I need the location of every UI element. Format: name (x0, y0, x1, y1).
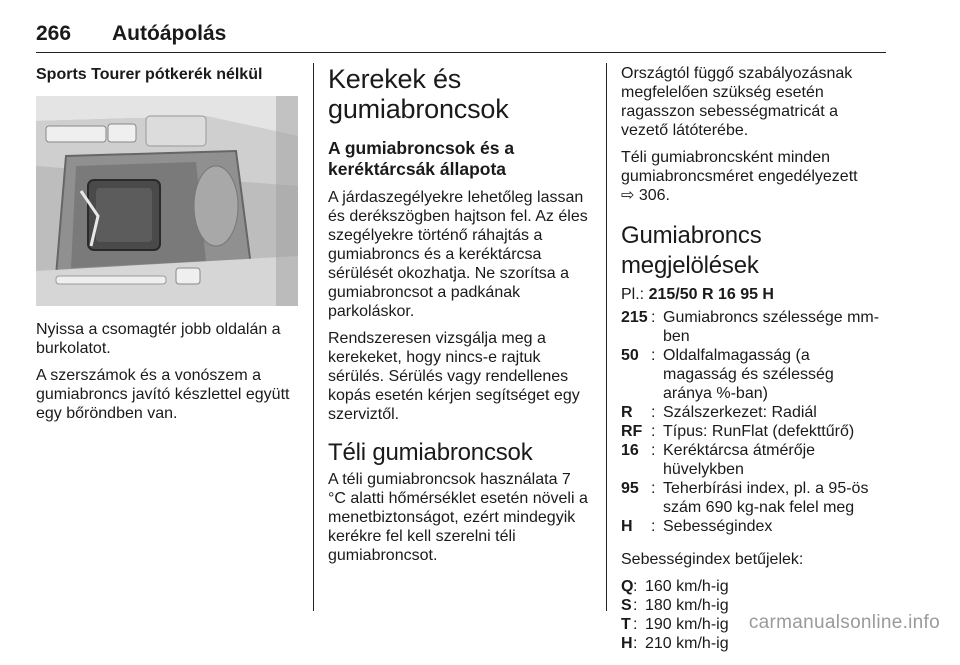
separator: : (651, 442, 656, 459)
paragraph-text: Téli gumiabroncsként minden gumiabroncsméret engedélyezett (621, 149, 858, 185)
speed-key: T (621, 616, 631, 633)
speed-desc: 160 km/h-ig (645, 578, 729, 595)
separator: : (651, 480, 656, 497)
page-number: 266 (36, 22, 72, 45)
code-key: 215 (621, 309, 648, 326)
example-prefix: Pl.: (621, 286, 649, 303)
page-header (36, 22, 886, 53)
separator: : (651, 423, 656, 440)
list-item (621, 479, 887, 517)
speed-desc: 210 km/h-ig (645, 635, 729, 652)
list-item (621, 346, 887, 403)
page-reference[interactable]: 306. (638, 187, 670, 204)
paragraph: A téli gumiabroncsok használata 7 °C alatti hőmérséklet esetén növeli a menetbiztonságot, ezért mindegyik kerékre fel kell szerelni téli gumiabroncsot. (328, 471, 588, 564)
list-item (621, 577, 887, 596)
code-key: 95 (621, 480, 639, 497)
speed-desc: 190 km/h-ig (645, 616, 729, 633)
separator: : (651, 404, 656, 421)
separator: : (651, 347, 656, 364)
column-middle (328, 64, 590, 573)
code-desc: Keréktárcsa átmérője hüvelykben (663, 442, 816, 478)
speed-key: S (621, 597, 632, 614)
separator: : (633, 635, 638, 652)
paragraph (621, 148, 887, 205)
code-desc: Teherbírási index, pl. a 95-ös szám 690 kg-nak felel meg (663, 480, 869, 516)
paragraph: Rendszeresen vizsgálja meg a kerekeket, hogy nincs-e rajtuk sérülés. Sérülés vagy rendellenes kopás esetén kérjen segítséget egy szerviztől. (328, 330, 580, 423)
code-key: R (621, 404, 633, 421)
paragraph: Országtól függő szabályozásnak megfelelően szükség esetén ragasszon sebességmatricát a vezető látóterébe. (621, 65, 853, 139)
code-desc: Gumiabroncs szélessége mm-ben (663, 309, 880, 345)
separator: : (633, 597, 638, 614)
paragraph: A szerszámok és a vonószem a gumiabroncs javító készlettel együtt egy bőröndben van. (36, 367, 290, 422)
paragraph: Sebességindex betűjelek: (621, 551, 804, 568)
watermark: carmanualsonline.info (748, 612, 940, 633)
separator: : (633, 616, 638, 633)
code-desc: Sebességindex (663, 518, 773, 535)
chapter-heading: Kerekek és gumiabroncsok (328, 64, 509, 124)
column-divider-2 (606, 63, 607, 611)
code-key: 50 (621, 347, 639, 364)
separator: : (651, 309, 656, 326)
list-item (621, 517, 887, 536)
list-item (621, 422, 887, 441)
speed-key: H (621, 635, 633, 652)
section-heading: A gumiabroncsok és a keréktárcsák állapota (328, 138, 515, 179)
section-heading: Téli gumiabroncsok (328, 439, 533, 466)
example-line (621, 285, 887, 304)
code-key: H (621, 518, 633, 535)
speed-desc: 180 km/h-ig (645, 597, 729, 614)
section-heading: Gumiabroncs megjelölések (621, 222, 762, 279)
chapter-title: Autóápolás (112, 22, 227, 45)
column-right (621, 64, 887, 665)
list-item (621, 634, 887, 653)
code-key: 16 (621, 442, 639, 459)
separator: : (633, 578, 638, 595)
separator: : (651, 518, 656, 535)
list-item (621, 403, 887, 422)
list-item (621, 441, 887, 479)
page-reference-icon[interactable]: ⇨ (621, 187, 635, 204)
code-key: RF (621, 423, 643, 440)
tire-code-list (621, 308, 887, 536)
paragraph: A járdaszegélyekre lehetőleg lassan és derékszögben hajtson fel. Az éles szegélyekre történő ráhajtás a gumiabroncs és a keréktárcsa sérülését okozhatja. Ne szorítsa a gumiabroncsot a padkának parkoláskor. (328, 189, 588, 320)
code-desc: Típus: RunFlat (defekttűrő) (663, 423, 855, 440)
column-left (36, 64, 298, 431)
trunk-compartment-illustration (36, 96, 298, 306)
column-divider-1 (313, 63, 314, 611)
example-value: 215/50 R 16 95 H (648, 286, 774, 303)
code-desc: Szálszerkezet: Radiál (663, 404, 817, 421)
paragraph: Nyissa a csomagtér jobb oldalán a burkolatot. (36, 321, 281, 357)
section-heading: Sports Tourer pótkerék nélkül (36, 66, 263, 83)
code-desc: Oldalfalmagasság (a magasság és szélesség aránya %-ban) (663, 347, 834, 402)
list-item (621, 308, 887, 346)
speed-key: Q (621, 578, 634, 595)
